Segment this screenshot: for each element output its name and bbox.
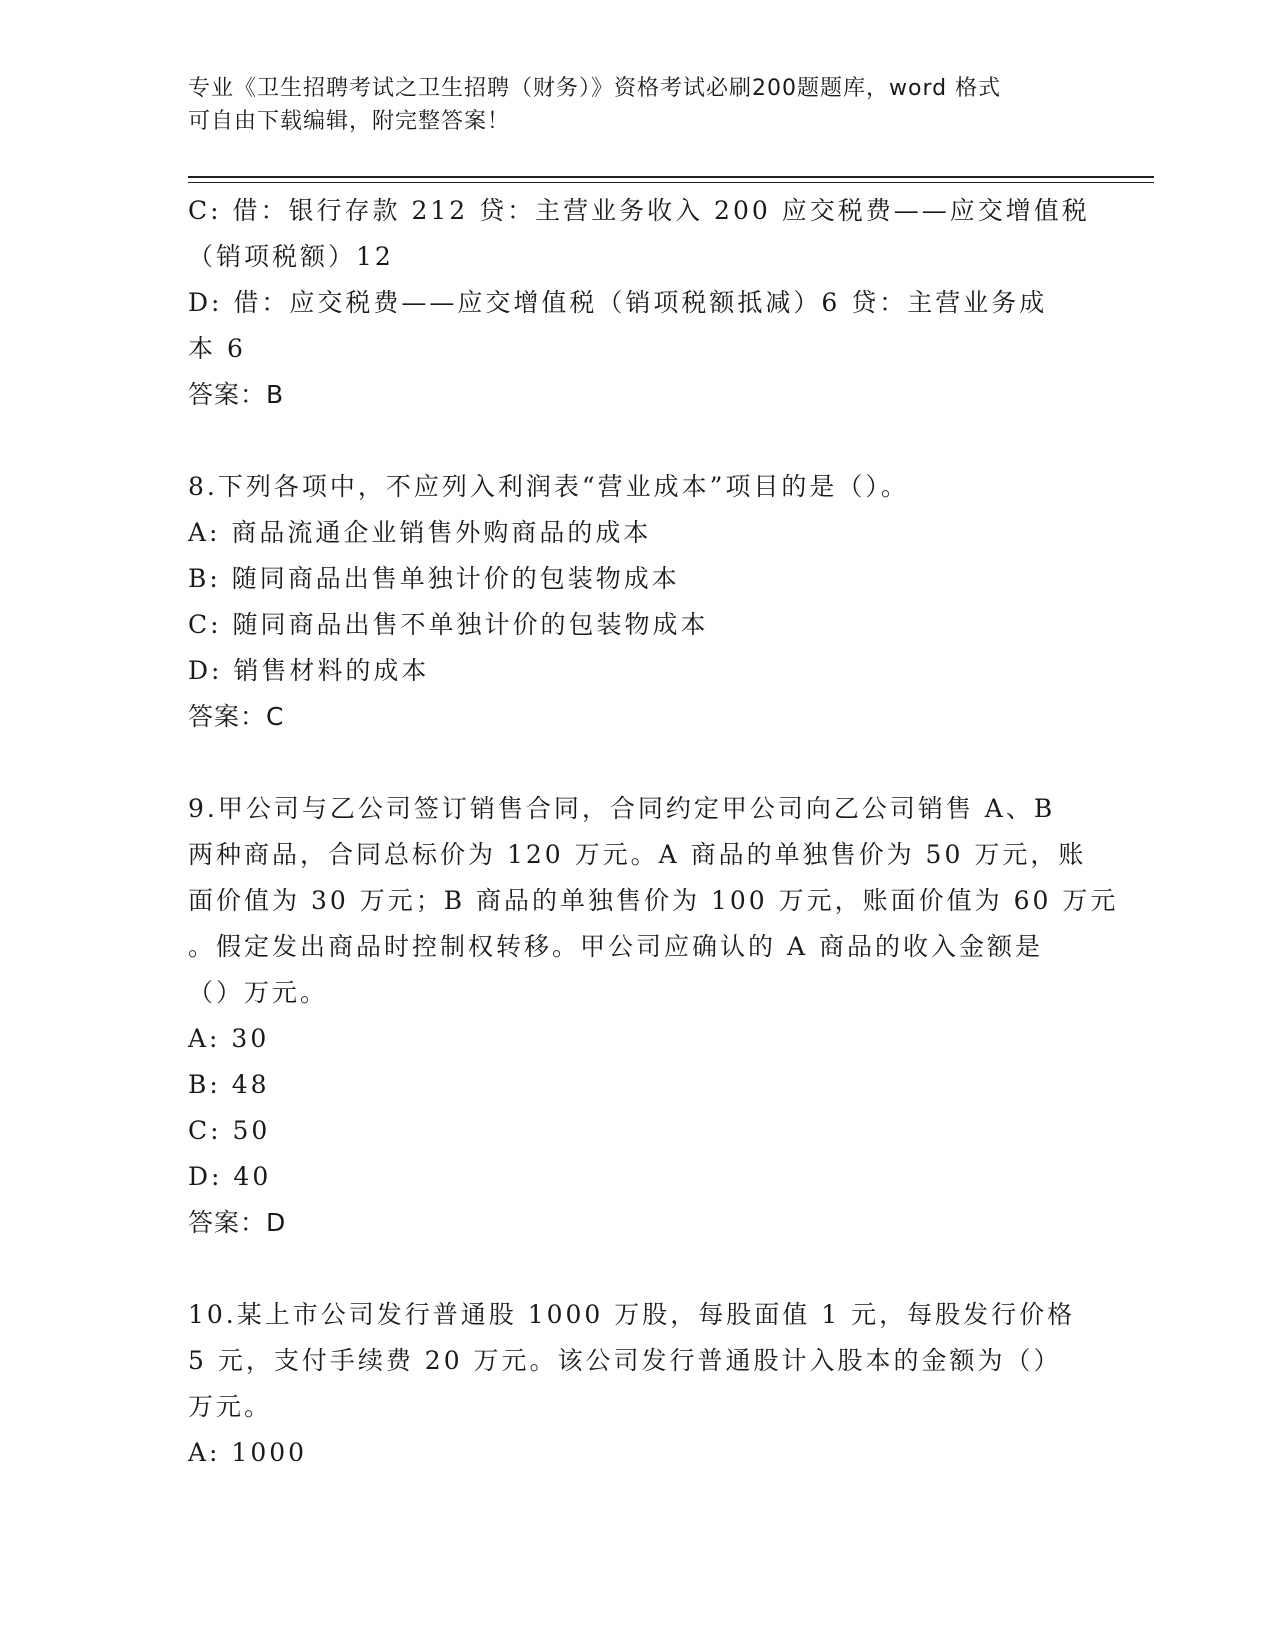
q8-option-c: C: 随同商品出售不单独计价的包装物成本 [188,610,709,639]
q7-option-c-line-1: C: 借：银行存款 212 贷：主营业务收入 200 应交税费——应交增值税 [188,196,1090,225]
q9-answer: 答案：D [188,1208,287,1237]
header-line-2: 可自由下载编辑，附完整答案！ [188,109,511,134]
q7-answer: 答案：B [188,380,285,409]
q8-option-b: B: 随同商品出售单独计价的包装物成本 [188,564,680,593]
q8-option-a: A: 商品流通企业销售外购商品的成本 [188,518,652,547]
q10-stem-line-1: 10.某上市公司发行普通股 1000 万股，每股面值 1 元，每股发行价格 [188,1300,1076,1329]
q9-option-c: C: 50 [188,1116,271,1145]
question-content [188,188,1119,1476]
header-rule-thick [188,176,1154,178]
q9-stem-line-1: 9.甲公司与乙公司签订销售合同，合同约定甲公司向乙公司销售 A、B [188,794,1056,823]
q10-stem-line-3: 万元。 [188,1392,273,1421]
q7-option-d-line-2: 本 6 [188,334,246,363]
page-header [188,72,1088,138]
q9-option-a: A: 30 [188,1024,270,1053]
q10-option-a: A: 1000 [188,1438,308,1467]
q9-stem-line-2: 两种商品，合同总标价为 120 万元。A 商品的单独售价为 50 万元，账 [188,840,1087,869]
q8-option-d: D: 销售材料的成本 [188,656,430,685]
q9-option-d: D: 40 [188,1162,272,1191]
q8-answer: 答案：C [188,702,285,731]
q7-option-c-line-2: （销项税额）12 [188,242,394,271]
spacer [188,418,1088,464]
q8-stem: 8.下列各项中，不应列入利润表“营业成本”项目的是（）。 [188,472,909,501]
q9-stem-line-5: （）万元。 [188,978,329,1007]
q7-option-d-line-1: D: 借：应交税费——应交增值税（销项税额抵减）6 贷：主营业务成 [188,288,1048,317]
q10-stem-line-2: 5 元，支付手续费 20 万元。该公司发行普通股计入股本的金额为（） [188,1346,1062,1375]
header-line-1: 专业《卫生招聘考试之卫生招聘（财务）》资格考试必刷200题题库，word 格式 [188,76,1002,101]
header-rule-thin [188,182,1154,183]
q9-stem-line-4: 。假定发出商品时控制权转移。甲公司应确认的 A 商品的收入金额是 [188,932,1043,961]
q9-option-b: B: 48 [188,1070,270,1099]
spacer [188,1246,1088,1292]
q9-stem-line-3: 面价值为 30 万元；B 商品的单独售价为 100 万元，账面价值为 60 万元 [188,886,1119,915]
spacer [188,740,1088,786]
